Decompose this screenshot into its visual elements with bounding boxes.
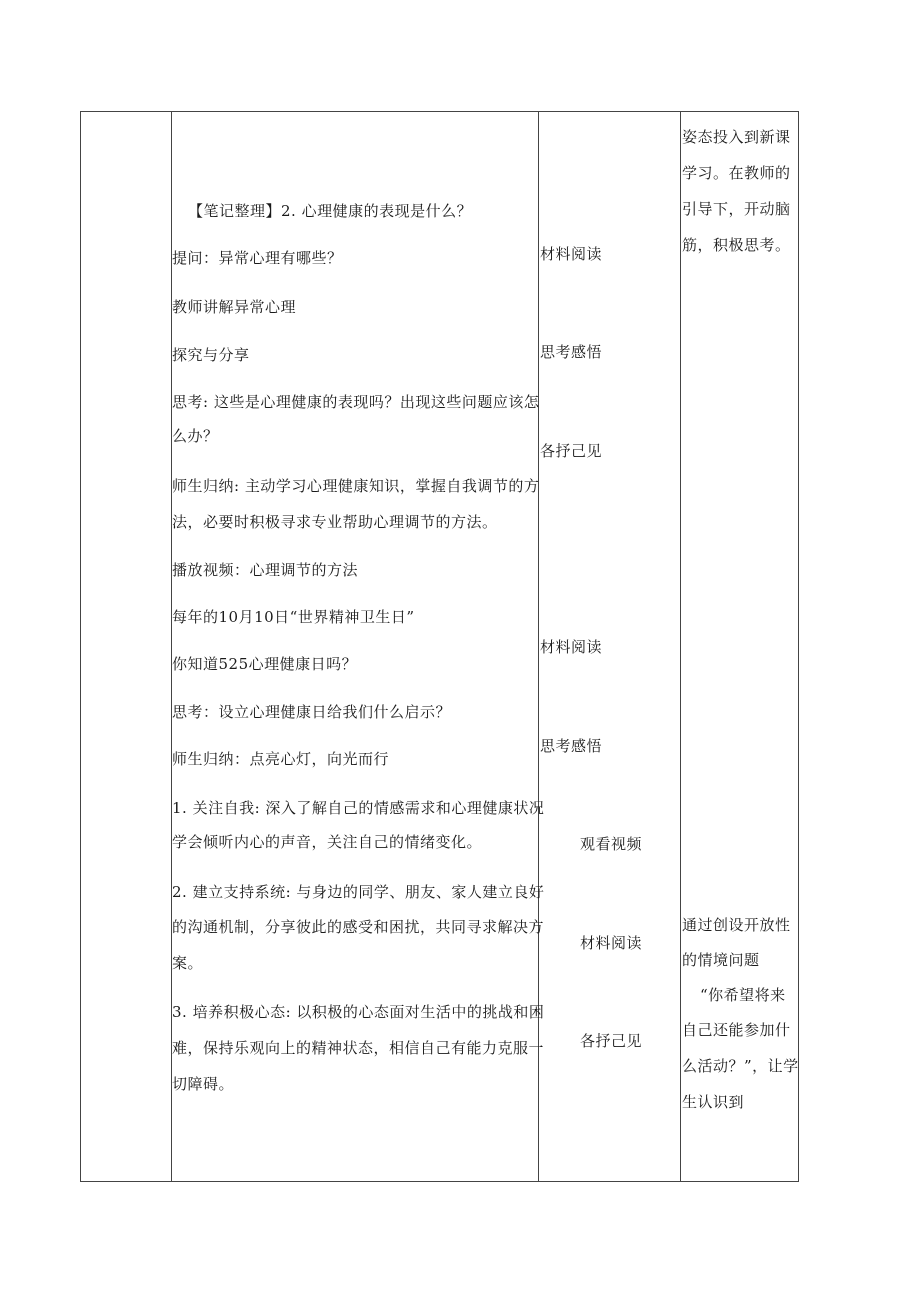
activity-line: 每年的10月10日“世界精神卫生日” (172, 608, 415, 626)
activity-line: 探究与分享 (172, 346, 250, 364)
student-activity: 观看视频 (580, 835, 643, 853)
activity-line: 1. 关注自我: 深入了解自己的情感需求和心理健康状况 (172, 799, 545, 817)
activity-line: 切障碍。 (172, 1075, 235, 1093)
activity-line: 播放视频：心理调节的方法 (172, 561, 359, 579)
activity-line: 法，必要时积极寻求专业帮助心理调节的方法。 (172, 513, 498, 531)
activity-line: 学会倾听内心的声音，关注自己的情绪变化。 (172, 833, 483, 851)
activity-line: 【笔记整理】2. 心理健康的表现是什么？ (188, 202, 473, 220)
student-activity: 材料阅读 (580, 934, 643, 952)
activity-line: 提问：异常心理有哪些？ (172, 249, 343, 267)
activity-line: 2. 建立支持系统: 与身边的同学、朋友、家人建立良好 (172, 883, 545, 901)
column-divider-3 (680, 111, 681, 1182)
activity-line: 思考：设立心理健康日给我们什么启示？ (172, 703, 452, 721)
student-activity: 各抒己见 (580, 1032, 643, 1050)
design-intent-line: 筋，积极思考。 (682, 236, 791, 254)
design-intent-line: 自己还能参加什 (682, 1021, 791, 1039)
design-intent-line: 姿态投入到新课 (682, 128, 791, 146)
activity-line: 么办？ (172, 427, 219, 445)
design-intent-line: 的情境问题 (682, 951, 760, 969)
activity-line: 师生归纳: 主动学习心理健康知识，掌握自我调节的方 (172, 477, 540, 495)
activity-line: 案。 (172, 954, 204, 972)
activity-line: 思考: 这些是心理健康的表现吗？出现这些问题应该怎 (172, 393, 540, 411)
activity-line: 的沟通机制，分享彼此的感受和困扰，共同寻求解决方 (172, 918, 545, 936)
activity-line: 3. 培养积极心态: 以积极的心态面对生活中的挑战和困 (172, 1003, 545, 1021)
design-intent-line: 引导下，开动脑 (682, 200, 791, 218)
design-intent-line: 学习。在教师的 (682, 164, 791, 182)
student-activity: 材料阅读 (540, 245, 603, 263)
design-intent-line: 生认识到 (682, 1093, 745, 1111)
student-activity: 思考感悟 (540, 343, 603, 361)
activity-line: 难，保持乐观向上的精神状态，相信自己有能力克服一 (172, 1039, 545, 1057)
student-activity: 材料阅读 (540, 638, 603, 656)
design-intent-line: 么活动？”，让学 (682, 1057, 799, 1075)
design-intent-line: 通过创设开放性 (682, 916, 791, 934)
design-intent-line: “你希望将来 (700, 986, 786, 1004)
student-activity: 各抒己见 (540, 442, 603, 460)
activity-line: 教师讲解异常心理 (172, 298, 297, 316)
student-activity: 思考感悟 (540, 737, 603, 755)
activity-line: 师生归纳：点亮心灯，向光而行 (172, 750, 390, 768)
activity-line: 你知道525心理健康日吗？ (172, 655, 358, 673)
